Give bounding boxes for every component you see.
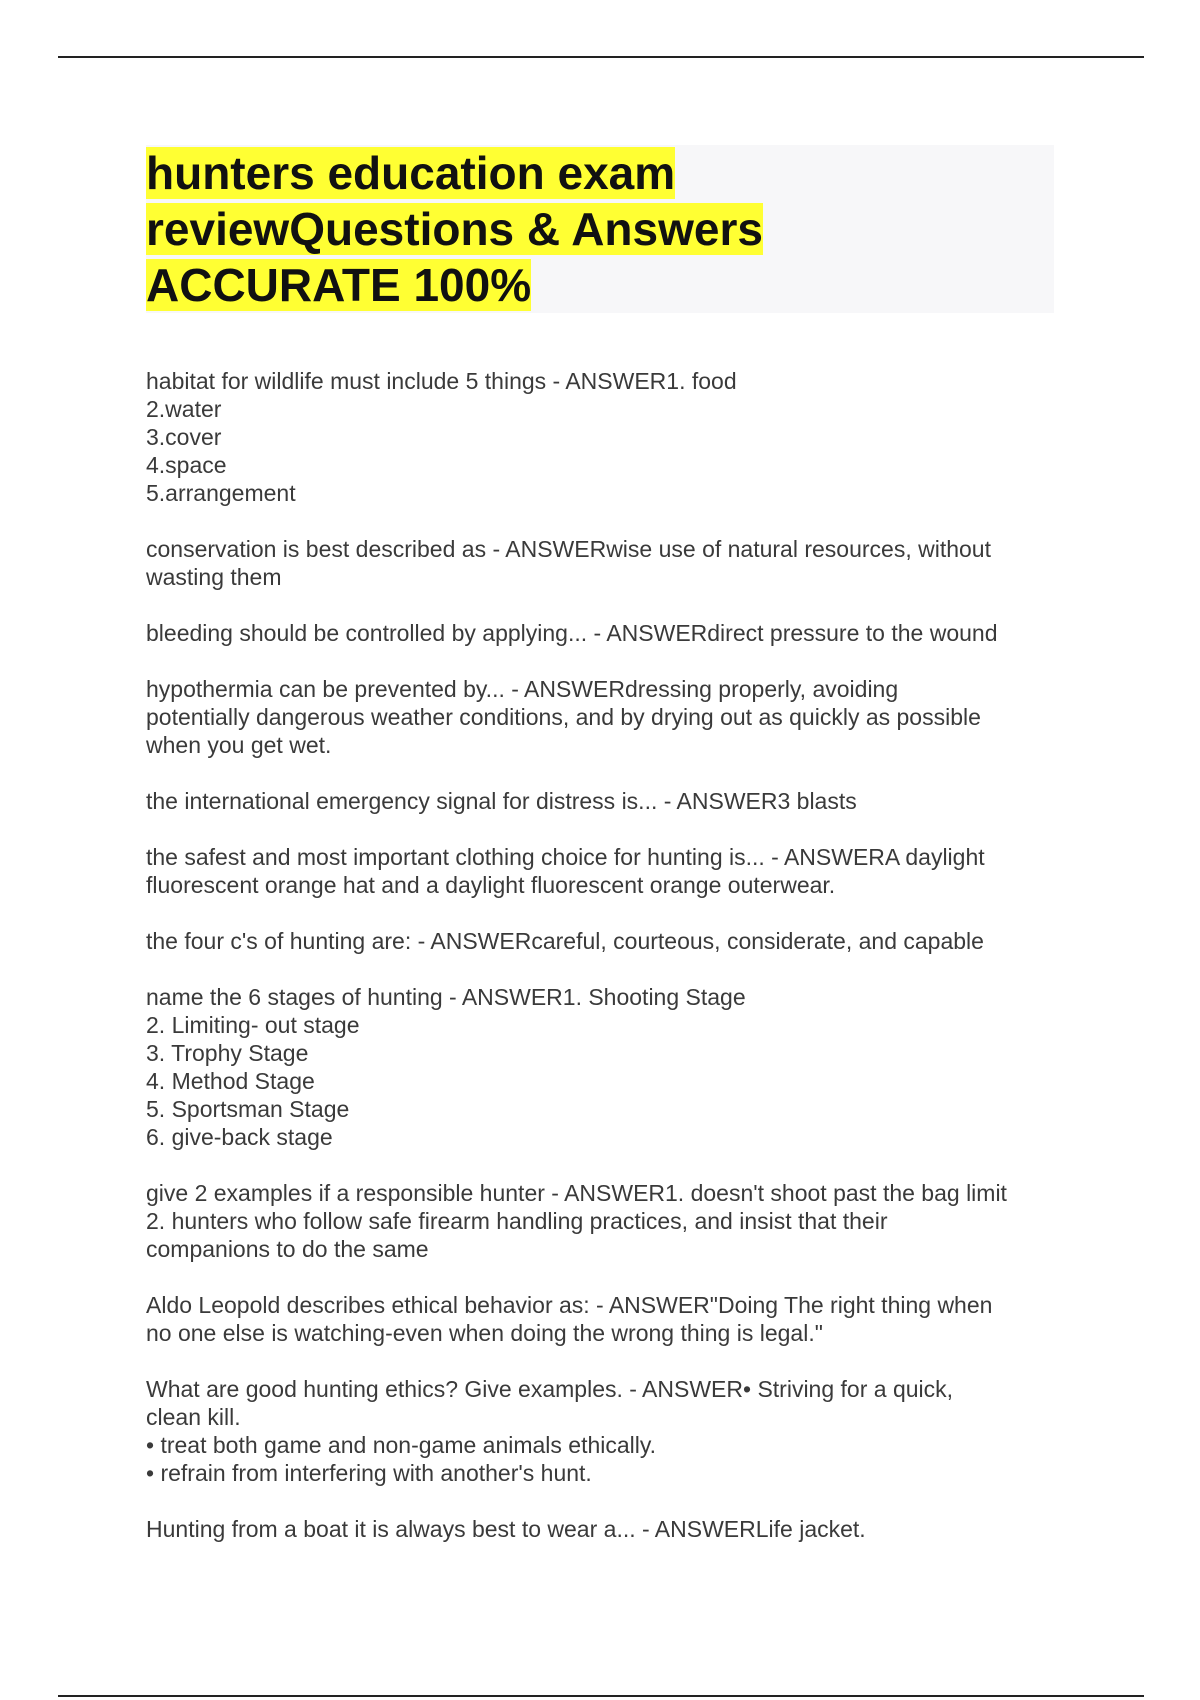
qa-entry-distress-signal: the international emergency signal for distress is... - ANSWER3 blasts <box>146 788 857 814</box>
qa-entry-habitat: habitat for wildlife must include 5 things - ANSWER1. food 2.water 3.cover 4.space 5.arrangement <box>146 368 737 506</box>
title-line-1: hunters education exam <box>146 147 676 199</box>
qa-entry-conservation: conservation is best described as - ANSWERwise use of natural resources, without wasting them <box>146 536 991 590</box>
qa-entry-stages: name the 6 stages of hunting - ANSWER1. Shooting Stage 2. Limiting- out stage 3. Trophy Stage 4. Method Stage 5. Sportsman Stage 6. give-back stage <box>146 984 746 1150</box>
title-line-2: reviewQuestions & Answers <box>146 203 763 255</box>
qa-entry-aldo-leopold: Aldo Leopold describes ethical behavior as: - ANSWER"Doing The right thing when no one else is watching-even when doing the wrong thing is legal." <box>146 1292 993 1346</box>
top-rule <box>58 56 1144 58</box>
qa-entry-responsible-hunter: give 2 examples if a responsible hunter - ANSWER1. doesn't shoot past the bag limit 2. hunters who follow safe firearm handling practices, and insist that their companions to do the same <box>146 1180 1007 1262</box>
qa-entry-clothing: the safest and most important clothing choice for hunting is... - ANSWERA daylight fluorescent orange hat and a daylight fluorescent orange outerwear. <box>146 844 985 898</box>
qa-entry-hypothermia: hypothermia can be prevented by... - ANSWERdressing properly, avoiding potentially dangerous weather conditions, and by drying out as quickly as possible when you get wet. <box>146 676 981 758</box>
title-line-3: ACCURATE 100% <box>146 259 532 311</box>
bottom-rule <box>58 1695 1144 1697</box>
document-title <box>146 145 1054 313</box>
qa-entry-boat: Hunting from a boat it is always best to wear a... - ANSWERLife jacket. <box>146 1516 866 1542</box>
qa-entry-four-cs: the four c's of hunting are: - ANSWERcareful, courteous, considerate, and capable <box>146 928 984 954</box>
qa-entry-hunting-ethics: What are good hunting ethics? Give examples. - ANSWER• Striving for a quick, clean kill. • treat both game and non-game animals ethically. • refrain from interfering with another's hunt. <box>146 1376 954 1486</box>
qa-entry-bleeding: bleeding should be controlled by applying... - ANSWERdirect pressure to the wound <box>146 620 998 646</box>
qa-list <box>146 367 1066 1571</box>
